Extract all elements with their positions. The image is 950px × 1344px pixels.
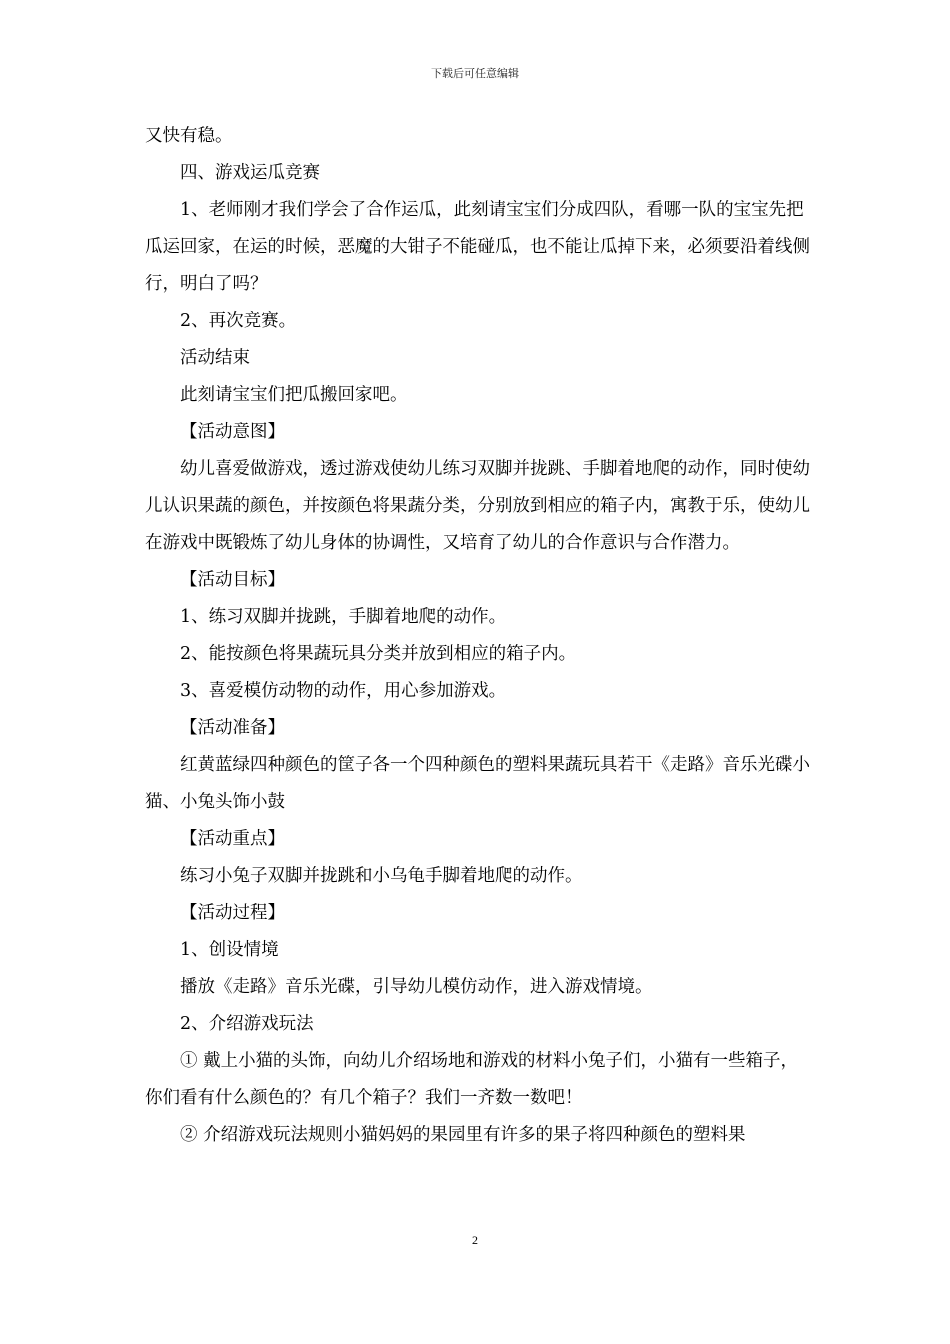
list-item: 1、练习双脚并拢跳，手脚着地爬的动作。 (180, 607, 507, 627)
list-item: 2、能按颜色将果蔬玩具分类并放到相应的箱子内。 (180, 644, 577, 664)
section-heading: 【活动准备】 (180, 718, 285, 738)
paragraph: 此刻请宝宝们把瓜搬回家吧。 (180, 385, 408, 405)
list-item: 1、创设情境 (180, 940, 279, 960)
section-heading: 【活动过程】 (180, 903, 285, 923)
list-item: 2、介绍游戏玩法 (180, 1014, 314, 1034)
paragraph: 练习小兔子双脚并拢跳和小乌龟手脚着地爬的动作。 (180, 866, 583, 886)
paragraph: 红黄蓝绿四种颜色的筐子各一个四种颜色的塑料果蔬玩具若干《走路》音乐光碟小猫、小兔头饰小鼓 (145, 755, 810, 812)
section-heading: 【活动重点】 (180, 829, 285, 849)
paragraph: 2、再次竞赛。 (180, 311, 297, 331)
list-item: ① 戴上小猫的头饰，向幼儿介绍场地和游戏的材料小兔子们，小猫有一些箱子，你们看有什么颜色的？有几个箱子？我们一齐数一数吧！ (145, 1051, 799, 1108)
page-number: 2 (472, 1233, 478, 1247)
paragraph: 1、老师刚才我们学会了合作运瓜，此刻请宝宝们分成四队，看哪一队的宝宝先把瓜运回家，在运的时候，恶魔的大钳子不能碰瓜，也不能让瓜掉下来，必须要沿着线侧行，明白了吗？ (145, 200, 810, 294)
list-item: 3、喜爱模仿动物的动作，用心参加游戏。 (180, 681, 507, 701)
list-item: ② 介绍游戏玩法规则小猫妈妈的果园里有许多的果子将四种颜色的塑料果 (180, 1125, 746, 1145)
document-body (145, 118, 810, 1154)
paragraph: 活动结束 (180, 348, 250, 368)
section-heading: 【活动意图】 (180, 422, 285, 442)
paragraph: 播放《走路》音乐光碟，引导幼儿模仿动作，进入游戏情境。 (180, 977, 653, 997)
section-heading: 【活动目标】 (180, 570, 285, 590)
page-header: 下载后可任意编辑 (431, 67, 519, 80)
section-heading: 四、游戏运瓜竞赛 (180, 163, 320, 183)
paragraph: 幼儿喜爱做游戏，透过游戏使幼儿练习双脚并拢跳、手脚着地爬的动作，同时使幼儿认识果蔬的颜色，并按颜色将果蔬分类，分别放到相应的箱子内，寓教于乐，使幼儿在游戏中既锻炼了幼儿身体的协调性，又培育了幼儿的合作意识与合作潜力。 (145, 459, 810, 553)
paragraph: 又快有稳。 (145, 126, 233, 146)
